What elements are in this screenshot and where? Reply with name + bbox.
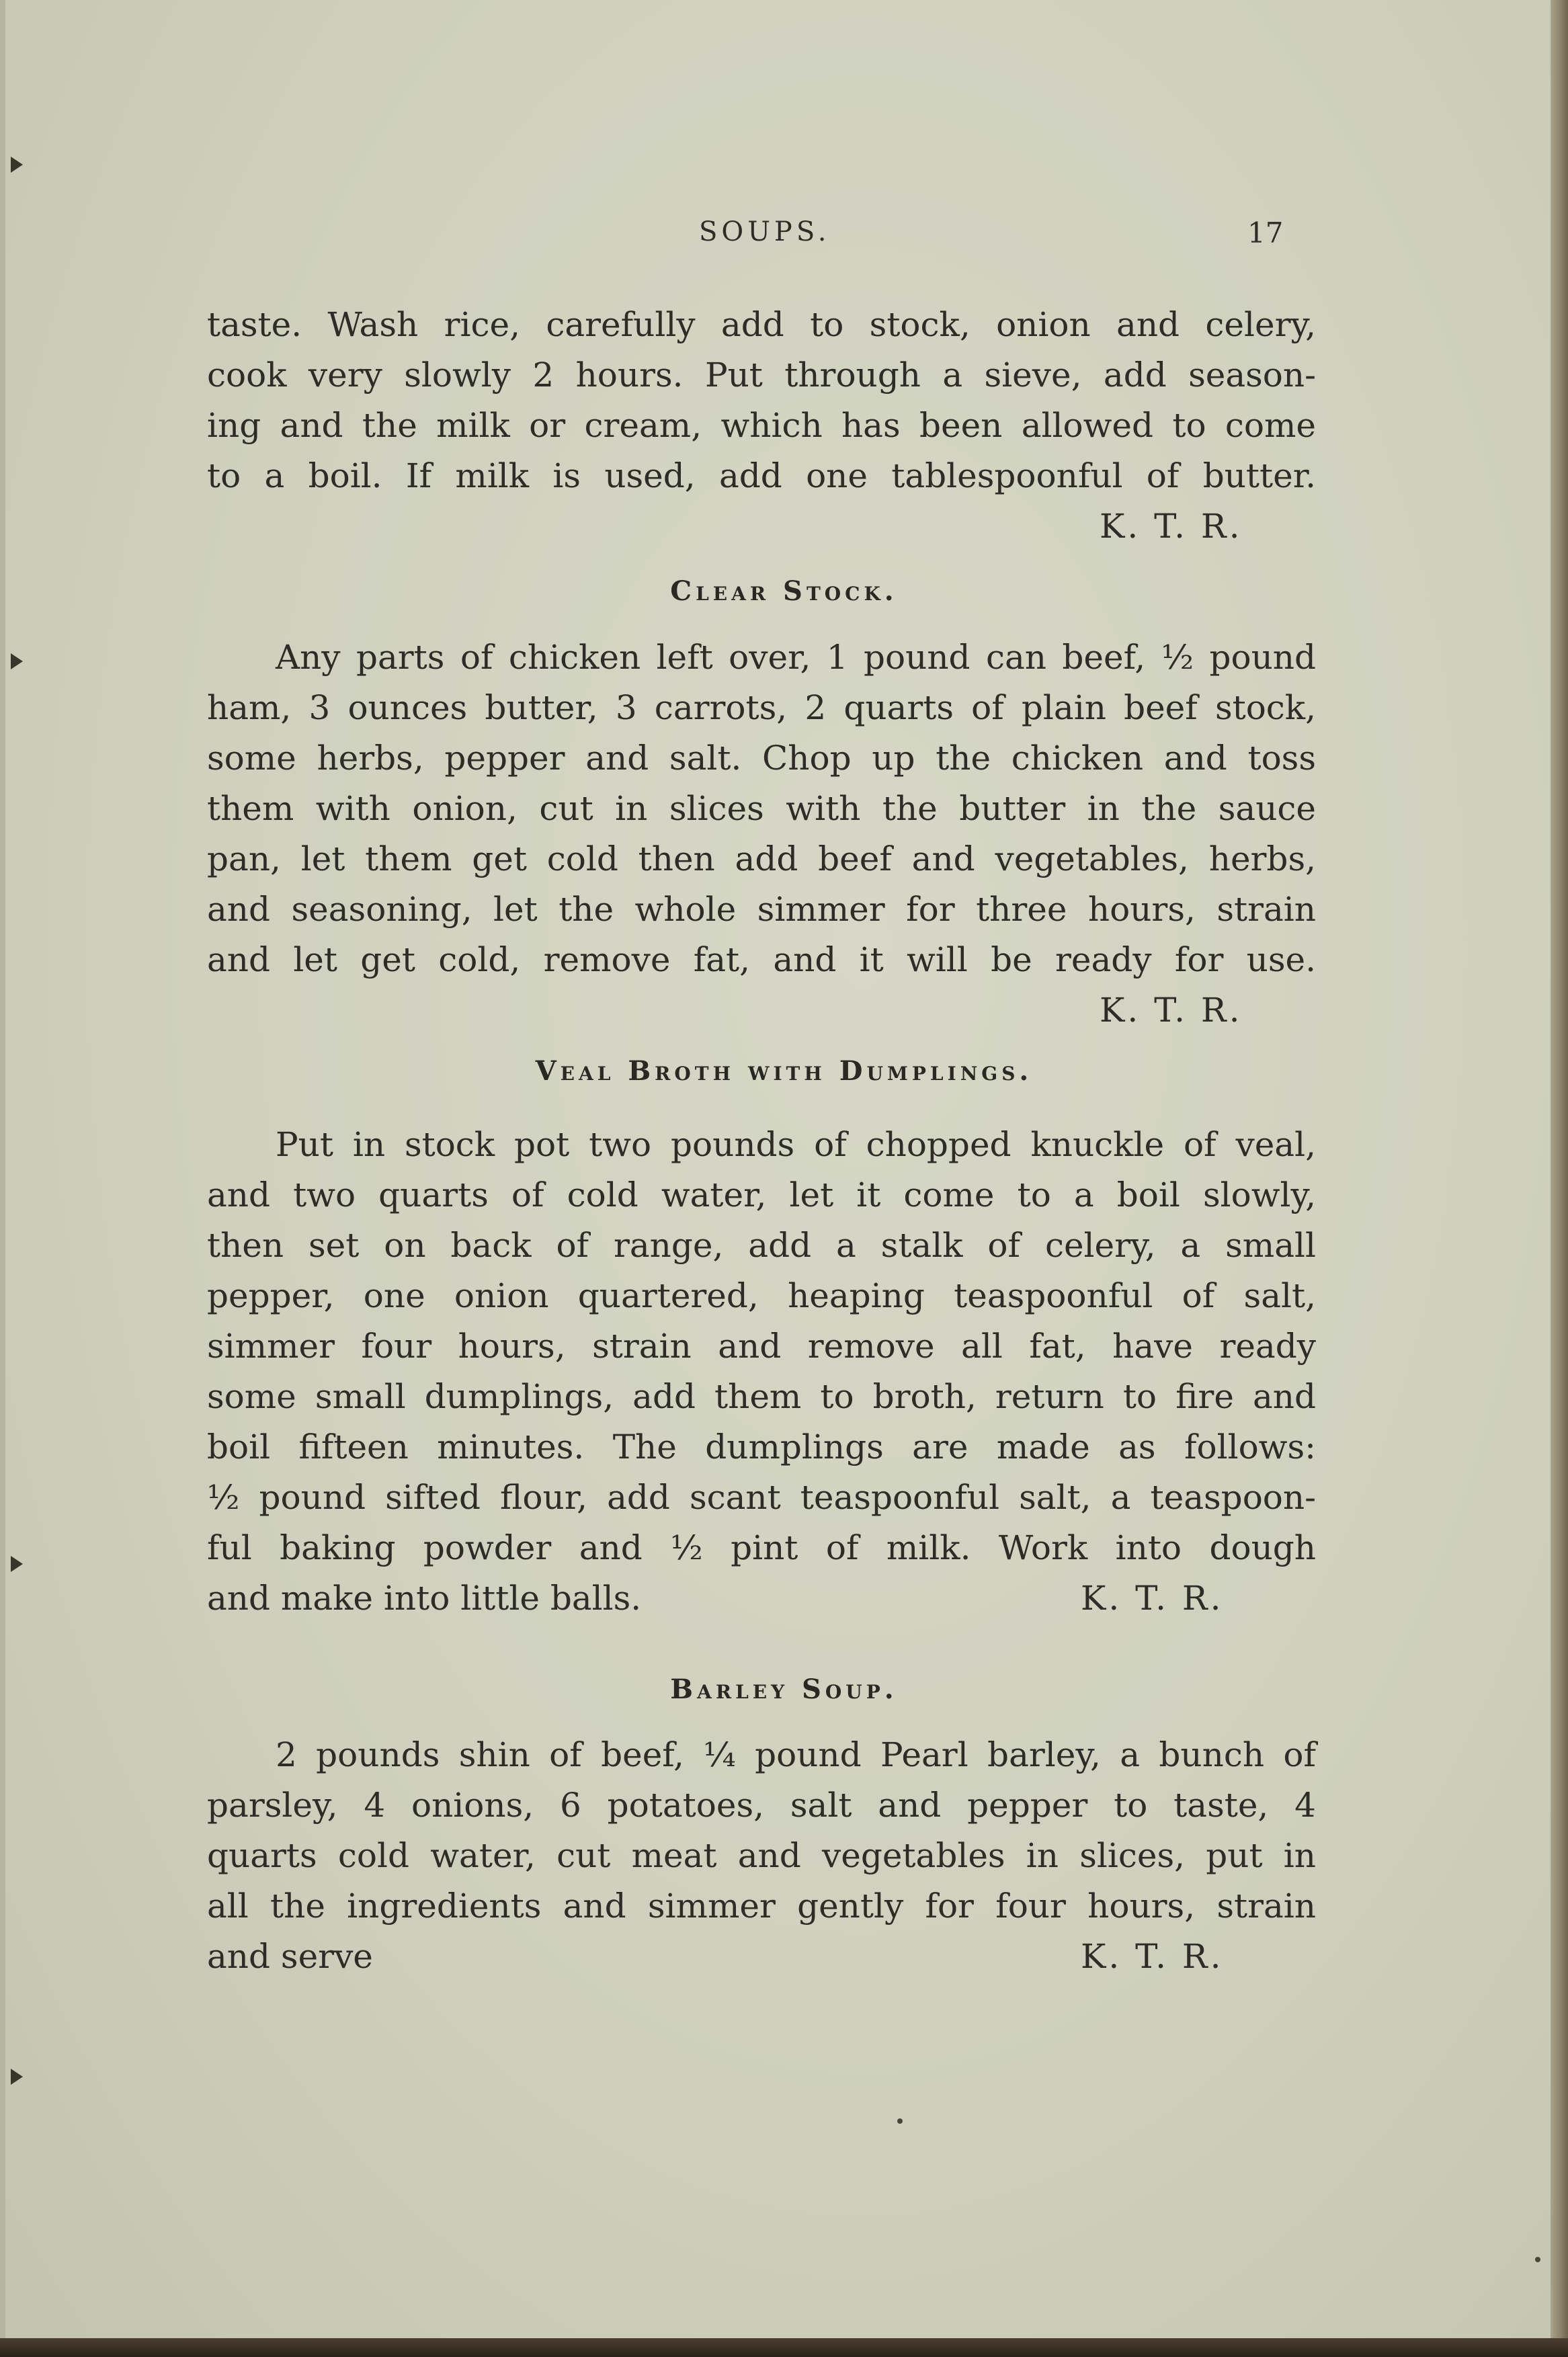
- text-line: all the ingredients and simmer gently for four hours, strain: [207, 1887, 1316, 1926]
- text-line: ing and the milk or cream, which has been allowed to come: [207, 406, 1316, 445]
- running-head: [0, 216, 1568, 257]
- text-line: and two quarts of cold water, let it come to a boil slowly,: [207, 1175, 1316, 1214]
- recipe-heading: Clear Stock.: [670, 575, 898, 607]
- text-line: some herbs, pepper and salt. Chop up the chicken and toss: [207, 739, 1316, 778]
- text-line: then set on back of range, add a stalk of celery, a small: [207, 1226, 1316, 1265]
- page-number: 17: [1247, 216, 1284, 249]
- recipe-heading: Veal Broth with Dumplings.: [535, 1055, 1033, 1087]
- text-line: boil fifteen minutes. The dumplings are made as follows:: [207, 1428, 1316, 1466]
- ink-speck: [897, 2118, 903, 2124]
- text-line: ful baking powder and ½ pint of milk. Work into dough: [207, 1528, 1316, 1567]
- text-line: them with onion, cut in slices with the butter in the sauce: [207, 789, 1316, 828]
- text-line: and make into little balls.: [207, 1579, 642, 1618]
- signature: K. T. R.: [1081, 1579, 1224, 1618]
- text-line: Any parts of chicken left over, 1 pound can beef, ½ pound: [276, 638, 1316, 677]
- text-line: taste. Wash rice, carefully add to stock, onion and celery,: [207, 305, 1316, 344]
- text-line: 2 pounds shin of beef, ¼ pound Pearl barley, a bunch of: [276, 1735, 1316, 1774]
- recipe-heading: Barley Soup.: [670, 1673, 898, 1705]
- text-line: Put in stock pot two pounds of chopped knuckle of veal,: [276, 1125, 1316, 1164]
- text-line: some small dumplings, add them to broth, return to fire and: [207, 1377, 1316, 1416]
- text-line: pepper, one onion quartered, heaping teaspoonful of salt,: [207, 1276, 1316, 1315]
- text-line: ham, 3 ounces butter, 3 carrots, 2 quarts of plain beef stock,: [207, 688, 1316, 727]
- margin-arrow-icon: [11, 2069, 23, 2085]
- margin-arrow-icon: [11, 653, 23, 669]
- margin-arrow-icon: [11, 1556, 23, 1572]
- text-line: simmer four hours, strain and remove all fat, have ready: [207, 1327, 1316, 1366]
- text-line: and let get cold, remove fat, and it will be ready for use.: [207, 940, 1316, 979]
- signature: K. T. R.: [1081, 1937, 1224, 1976]
- page-left-edge: [0, 0, 5, 2357]
- margin-arrow-icon: [11, 157, 23, 173]
- signature-line: [207, 1577, 1316, 1619]
- text-line: quarts cold water, cut meat and vegetables in slices, put in: [207, 1836, 1316, 1875]
- text-line: to a boil. If milk is used, add one tablespoonful of butter.: [207, 456, 1316, 495]
- running-title: SOUPS.: [699, 216, 831, 247]
- text-line: parsley, 4 onions, 6 potatoes, salt and pepper to taste, 4: [207, 1786, 1316, 1825]
- text-line: ½ pound sifted flour, add scant teaspoonful salt, a teaspoon-: [207, 1478, 1316, 1517]
- text-line: and serve: [207, 1937, 373, 1976]
- page-bottom-edge: [0, 2338, 1568, 2357]
- text-line: pan, let them get cold then add beef and vegetables, herbs,: [207, 839, 1316, 878]
- text-line: and seasoning, let the whole simmer for three hours, strain: [207, 890, 1316, 929]
- page-right-edge: [1551, 0, 1568, 2357]
- signature: K. T. R.: [1100, 507, 1243, 546]
- ink-speck: [1535, 2257, 1540, 2262]
- signature: K. T. R.: [1100, 991, 1243, 1030]
- signature-line: [207, 1936, 1316, 1977]
- text-line: cook very slowly 2 hours. Put through a sieve, add season-: [207, 356, 1316, 395]
